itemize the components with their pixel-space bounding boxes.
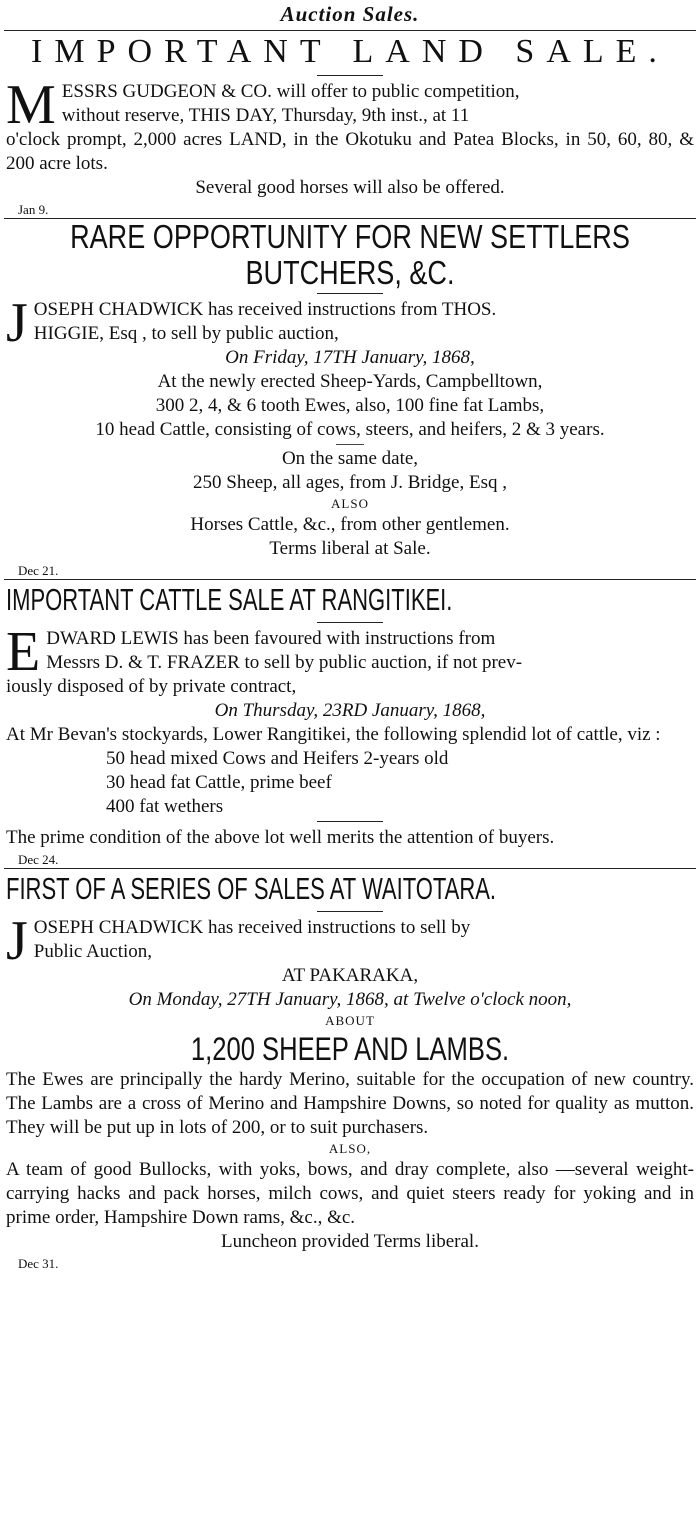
body-line: iously disposed of by private contract,: [6, 676, 297, 697]
sale-location: At Mr Bevan's stockyards, Lower Rangitikei, the following splendid lot of cattle, viz :: [6, 724, 661, 745]
drop-cap: M: [6, 74, 56, 136]
body-line: ESSRS GUDGEON & CO. will offer to public competition,: [61, 81, 520, 102]
stock-line: 10 head Cattle, consisting of cows, steers, and heifers, 2 & 3 years.: [95, 419, 605, 440]
sale-date: On Friday, 17TH January, 1868,: [225, 347, 475, 368]
about-label: ABOUT: [325, 1013, 375, 1028]
ad-subheading: BUTCHERS, &C.: [245, 254, 455, 291]
short-rule: [317, 293, 383, 294]
ad-body: [6, 292, 694, 354]
ad-land-sale: [0, 31, 700, 218]
drop-cap: J: [6, 292, 28, 354]
body-line: Public Auction,: [33, 941, 153, 962]
body-line: OSEPH CHADWICK has received instructions to sell by: [33, 917, 471, 938]
insertion-date: Dec 31.: [18, 1256, 59, 1271]
body-line: Messrs D. & T. FRAZER to sell by public auction, if not prev-: [46, 652, 523, 673]
short-rule: [317, 75, 383, 76]
body-line: without reserve, THIS DAY, Thursday, 9th inst., at 11: [61, 105, 470, 126]
drop-cap: J: [6, 910, 28, 972]
ad-rare-opportunity: [0, 219, 700, 579]
sale-location: AT PAKARAKA,: [281, 965, 419, 986]
stock-line: 300 2, 4, & 6 tooth Ewes, also, 100 fine fat Lambs,: [155, 395, 545, 416]
body-line: HIGGIE, Esq , to sell by public auction,: [33, 323, 339, 344]
ad-heading: FIRST OF A SERIES OF SALES AT WAITOTARA.: [6, 871, 497, 906]
stock-line: Horses Cattle, &c., from other gentlemen.: [190, 514, 510, 535]
sale-location: At the newly erected Sheep-Yards, Campbelltown,: [157, 371, 543, 392]
tiny-rule: [336, 444, 364, 445]
description: The Ewes are principally the hardy Merino, suitable for the occupation of new country. The Lambs are a cross of Merino and Hampshire Downs, so noted for quality as mutton. They will be put up in lots of 200, or to suit purchasers.: [6, 1069, 694, 1138]
ad-heading: RARE OPPORTUNITY FOR NEW SETTLERS: [70, 218, 630, 255]
ad-waitotara-sales: [0, 869, 700, 1272]
insertion-date: Dec 24.: [18, 852, 59, 867]
ad-cattle-sale: [0, 580, 700, 868]
ad-heading: IMPORTANT LAND SALE.: [31, 33, 669, 70]
terms: Terms liberal at Sale.: [269, 538, 431, 559]
lot-line: 50 head mixed Cows and Heifers 2-years old: [106, 748, 449, 769]
insertion-date: Dec 21.: [18, 563, 59, 578]
extras: A team of good Bullocks, with yoks, bows, and dray complete, also —several weight-carrying hacks and pack horses, milch cows, and quiet steers ready for yoking and in prime order, Hampshire Down rams, &c., &c.: [6, 1159, 694, 1228]
masthead: Auction Sales.: [280, 2, 420, 26]
sale-date: On Thursday, 23RD January, 1868,: [214, 700, 486, 721]
short-rule: [317, 821, 383, 822]
also-label: ALSO,: [328, 1141, 372, 1156]
ad-body: [6, 621, 694, 699]
body-line: OSEPH CHADWICK has received instructions from THOS.: [33, 299, 497, 320]
insertion-date: Jan 9.: [18, 202, 49, 217]
sale-date: On Monday, 27TH January, 1868, at Twelve o'clock noon,: [128, 989, 572, 1010]
headline: 1,200 SHEEP AND LAMBS.: [190, 1031, 510, 1067]
ad-body: [6, 74, 694, 176]
body-text: o'clock prompt, 2,000 acres LAND, in the Okotuku and Patea Blocks, in 50, 60, 80, & 200 acre lots.: [6, 129, 694, 174]
stock-line: 250 Sheep, all ages, from J. Bridge, Esq ,: [193, 472, 507, 493]
note: The prime condition of the above lot well merits the attention of buyers.: [6, 827, 555, 848]
extra-note: Several good horses will also be offered.: [195, 177, 505, 198]
ad-body: [6, 910, 694, 972]
body-line: DWARD LEWIS has been favoured with instructions from: [46, 628, 496, 649]
lot-line: 30 head fat Cattle, prime beef: [106, 772, 332, 793]
lot-line: 400 fat wethers: [106, 796, 224, 817]
ad-heading: IMPORTANT CATTLE SALE AT RANGITIKEI.: [6, 582, 453, 617]
drop-cap: E: [6, 621, 41, 683]
short-rule: [317, 622, 383, 623]
same-date: On the same date,: [281, 448, 419, 469]
short-rule: [317, 911, 383, 912]
closing: Luncheon provided Terms liberal.: [221, 1231, 479, 1252]
also-label: ALSO: [331, 496, 369, 511]
